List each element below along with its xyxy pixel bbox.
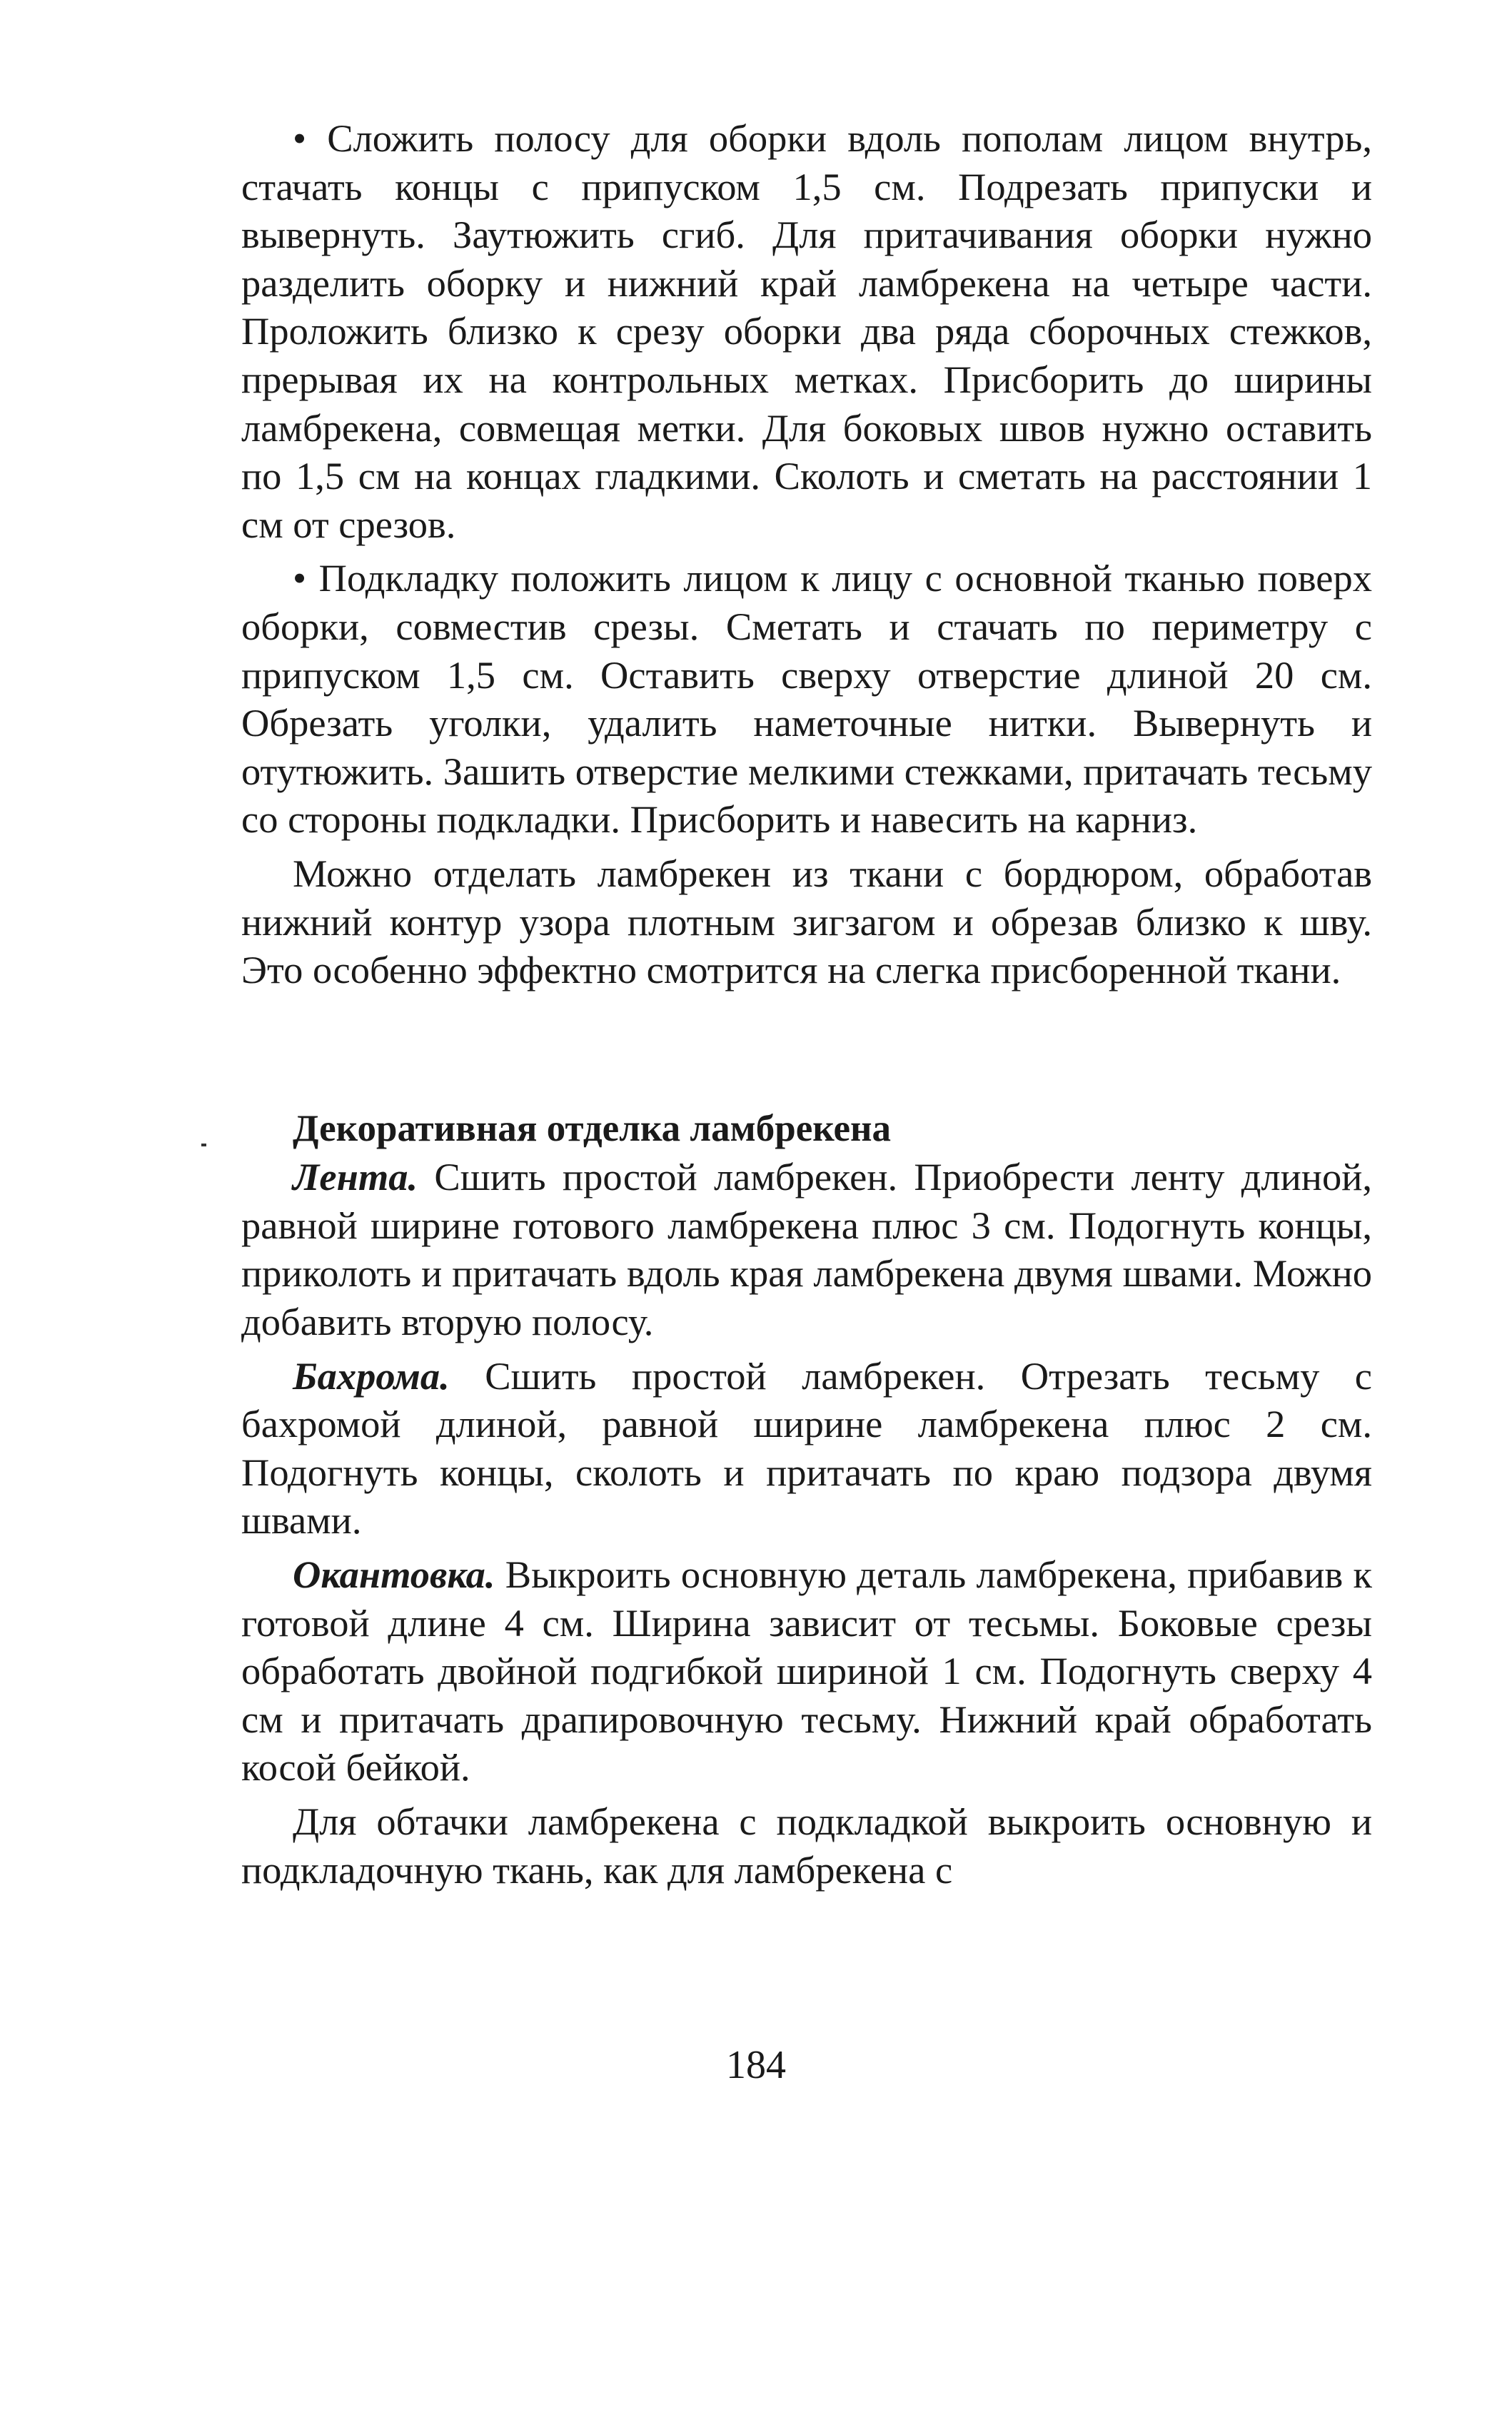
paragraph-fold-strip: • Сложить полосу для оборки вдоль пополам лицом внутрь, стачать концы с припуском 1,5 см. Подрезать припуски и вывернуть. Заутюжить сгиб. Для притачивания оборки нужно разделить оборку и нижний край ламбрекена на четыре части. Проложить близко к срезу оборки два ряда сборочных стежков, прерывая их на контрольных метках. Присборить до ширины ламбрекена, совмещая метки. Для боковых швов нужно оставить по 1,5 см на концах гладкими. Сколоть и сметать на расстоянии 1 см от срезов. xyxy=(241,116,1372,546)
scan-speck xyxy=(201,1144,206,1146)
paragraph-lining: • Подкладку положить лицом к лицу с основной тканью поверх оборки, совместив срезы. Сметать и стачать по периметру с припуском 1,5 см. Оставить сверху отверстие длиной 20 см. Обрезать уголки, удалить наметочные нитки. Вывернуть и отутюжить. Зашить отверстие мелкими стежками, притачать тесьму со стороны подкладки. Присборить и навесить на карниз. xyxy=(241,556,1373,842)
paragraph-edging xyxy=(241,1550,1372,1792)
text-fringe: Сшить простой ламбрекен. Отрезать тесьму с бахромой длиной, равной ширине ламбрекена плюс 2 см. Подогнуть концы, сколоть и притачать по краю подзора двумя швами. xyxy=(241,1353,1372,1543)
paragraph-facing: Для обтачки ламбрекена с подкладкой выкроить основную и подкладочную ткань, как для ламбрекена с xyxy=(241,1800,1372,1892)
paragraph-border-fabric: Можно отделать ламбрекен из ткани с бордюром, обработав нижний контур узора плотным зигзагом и обрезав близко к шву. Это особенно эффектно смотрится на слегка присборенной ткани. xyxy=(241,851,1372,992)
term-ribbon: Лента. xyxy=(293,1155,418,1199)
term-edging: Окантовка. xyxy=(293,1553,495,1597)
page-number: 184 xyxy=(726,2043,786,2087)
paragraph-ribbon xyxy=(241,1153,1372,1346)
text-edging: Выкроить основную деталь ламбрекена, прибавив к готовой длине 4 см. Ширина зависит от тесьмы. Боковые срезы обработать двойной подгибкой шириной 1 см. Подогнуть сверху 4 см и притачать драпировочную тесьму. Нижний край обработать косой бейкой. xyxy=(241,1553,1372,1790)
section-heading: Декоративная отделка ламбрекена xyxy=(293,1107,892,1149)
term-fringe: Бахрома. xyxy=(293,1353,450,1398)
paragraph-fringe xyxy=(241,1352,1372,1545)
text-column xyxy=(241,114,1372,1899)
text-ribbon: Сшить простой ламбрекен. Приобрести ленту длиной, равной ширине готового ламбрекена плюс 3 см. Подогнуть концы, приколоть и притачать вдоль края ламбрекена двумя швами. Можно добавить вторую полосу. xyxy=(241,1155,1372,1344)
